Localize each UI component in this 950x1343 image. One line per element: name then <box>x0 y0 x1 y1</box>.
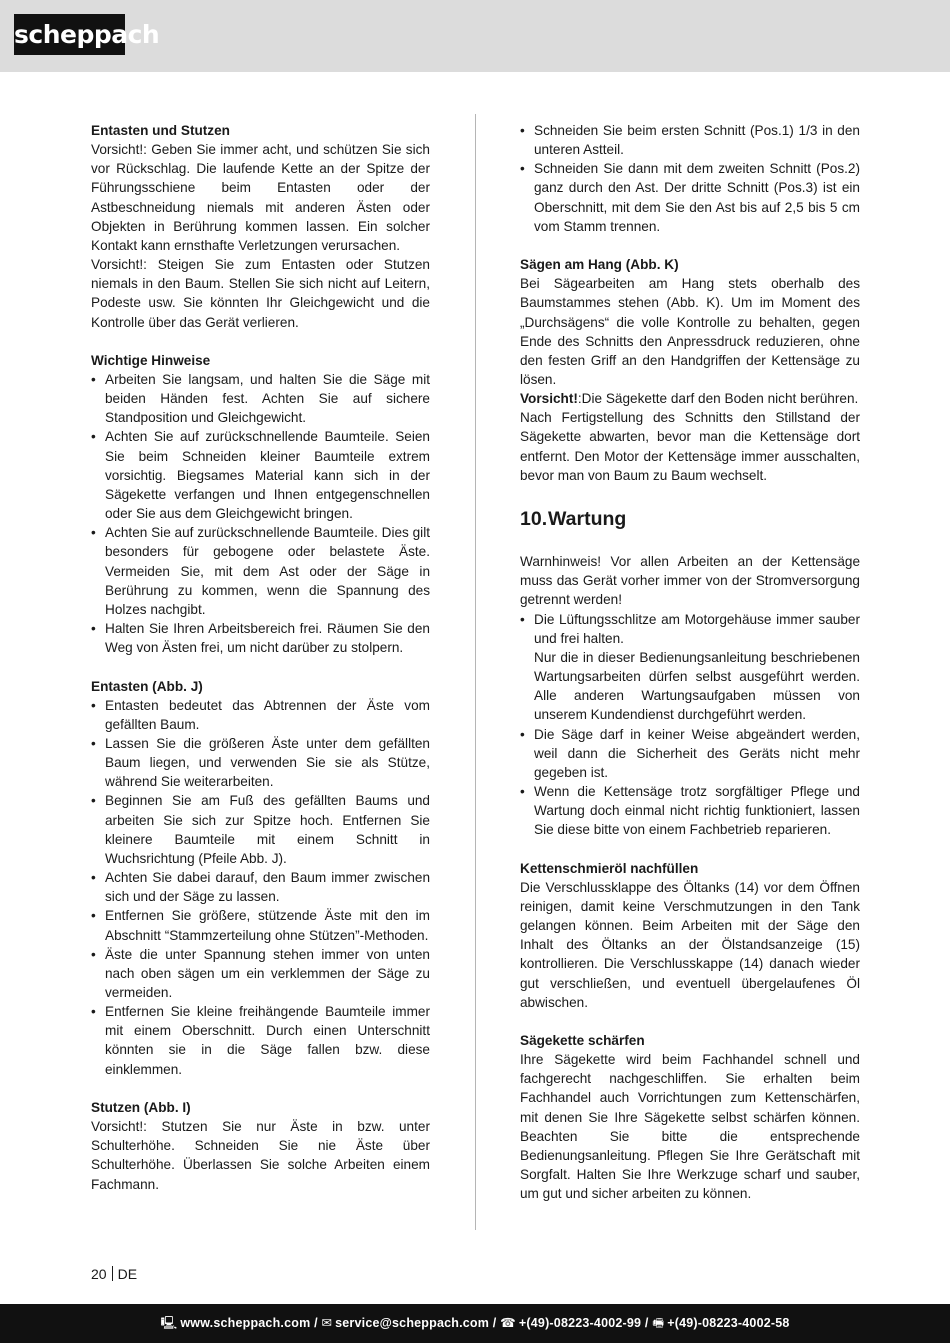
list-item: • Achten Sie dabei darauf, den Baum immer zwischen sich und der Säge zu lassen. <box>91 868 430 906</box>
section-saegen-am-hang <box>520 255 860 485</box>
list-item-subtext: Nur die in dieser Bedienungsanleitung beschriebenen Wartungsarbeiten dürfen selbst ausgeführt werden. Alle anderen Wartungsaufgaben müssen von unserem Kundendienst durchgeführt werden. <box>534 649 860 723</box>
section-entasten-stutzen <box>91 121 430 332</box>
list-item: • Lassen Sie die größeren Äste unter dem gefällten Baum liegen, und verwenden Sie sie als Stütze, während Sie weiterarbeiten. <box>91 734 430 791</box>
page-number <box>91 1265 137 1283</box>
chapter-title: Wartung <box>548 508 627 531</box>
section-wichtige-hinweise <box>91 351 430 658</box>
page-number-separator <box>112 1266 113 1281</box>
warning-text: :Die Sägekette darf den Boden nicht berühren. <box>577 391 859 407</box>
footer-fax: +(49)-08223-4002-58 <box>667 1316 790 1330</box>
section-heading: Entasten (Abb. J) <box>91 678 203 694</box>
section-saegekette-schaerfen <box>520 1031 860 1203</box>
paragraph: Vorsicht!: Steigen Sie zum Entasten oder Stutzen niemals in den Baum. Stellen Sie sich nicht auf Leitern, Podeste usw. Sie könnten Ihr Gleichgewicht und die Kontrolle über das Gerät verlieren. <box>91 257 430 330</box>
left-column <box>91 121 430 1194</box>
section-schnitt-liste <box>520 121 860 236</box>
list-item: • Entfernen Sie kleine freihängende Baumteile immer mit einem Oberschnitt. Durch einen Unterschnitt könnten sie in die Säge fallen bzw. diese einklemmen. <box>91 1002 430 1079</box>
footer-bar <box>0 1304 950 1343</box>
fax-icon: 🖷 <box>652 1316 665 1330</box>
computer-icon: 🖳 <box>160 1316 178 1330</box>
list-item: • Arbeiten Sie langsam, und halten Sie die Säge mit beiden Händen fest. Achten Sie auf sichere Standposition und Gleichgewicht. <box>91 370 430 427</box>
paragraph: Warnhinweis! Vor allen Arbeiten an der Kettensäge muss das Gerät vorher immer von der Stromversorgung getrennt werden! <box>520 554 860 608</box>
paragraph: Vorsicht!: Stutzen Sie nur Äste in bzw. unter Schulterhöhe. Schneiden Sie nie Äste über Schulterhöhe. Überlassen Sie solche Arbeiten einem Fachmann. <box>91 1119 430 1192</box>
section-heading: Sägekette schärfen <box>520 1032 645 1048</box>
list-item <box>520 610 860 725</box>
bullet-list <box>91 696 430 1079</box>
header-bar <box>0 0 950 72</box>
section-heading: Wichtige Hinweise <box>91 352 211 368</box>
list-item: • Achten Sie auf zurückschnellende Baumteile. Dies gilt besonders für gebogene oder belastete Äste. Vermeiden Sie, mit dem Ast oder der Säge in Berührung zu kommen, wenn die Spannung des Holzes nachgibt. <box>91 523 430 619</box>
list-item: • Halten Sie Ihren Arbeitsbereich frei. Räumen Sie den Weg von Ästen frei, um nicht darüber zu stolpern. <box>91 619 430 657</box>
bullet-list <box>91 370 430 657</box>
section-kettenschmieroel <box>520 859 860 1012</box>
section-heading: Entasten und Stutzen <box>91 123 230 138</box>
list-item: • Wenn die Kettensäge trotz sorgfältiger Pflege und Wartung doch einmal nicht richtig funktioniert, lassen Sie diese bitte von einem Fachbetrieb reparieren. <box>520 782 860 839</box>
section-heading: Stutzen (Abb. I) <box>91 1099 191 1115</box>
section-stutzen <box>91 1098 430 1194</box>
list-item: • Schneiden Sie dann mit dem zweiten Schnitt (Pos.2) ganz durch den Ast. Der dritte Schnitt (Pos.3) ist ein Oberschnitt, mit dem Sie den Ast bis auf 2,5 bis 5 cm vom Stamm trennen. <box>520 159 860 236</box>
list-item: • Entasten bedeutet das Abtrennen der Äste vom gefällten Baum. <box>91 696 430 734</box>
list-item-text: • Die Lüftungsschlitze am Motorgehäuse immer sauber und frei halten. <box>534 611 860 646</box>
section-wartung <box>520 552 860 839</box>
bullet-list <box>520 610 860 840</box>
right-column <box>520 121 860 1203</box>
list-item: • Achten Sie auf zurückschnellende Baumteile. Seien Sie beim Schneiden kleiner Baumteile extrem vorsichtig. Biegsames Material kann sich in der Sägekette verfangen und Ihnen entgegenschnellen oder Sie aus dem Gleichgewicht bringen. <box>91 427 430 523</box>
paragraph: Ihre Sägekette wird beim Fachhandel schnell und fachgerecht nachgeschliffen. Sie erhalten beim Fachhandel auch Vorrichtungen zum Kettenschärfen, mit denen Sie Ihre Sägekette selbst schärfen können. Beachten Sie bitte die entsprechende Bedienungsanleitung. Pflegen Sie Ihre Gerätschaft mit Sorgfalt. Halten Sie Ihre Werkzuge scharf und sauber, um gut und sicher arbeiten zu können. <box>520 1052 860 1202</box>
phone-icon: ☎ <box>500 1316 516 1330</box>
footer-separator: / <box>489 1316 501 1330</box>
paragraph: Vorsicht!: Geben Sie immer acht, und schützen Sie sich vor Rückschlag. Die laufende Kette an der Spitze der Führungsschiene beim Entasten oder der Astbeschneidung niemals mit anderen Ästen oder Objekten in Berührung kommen lassen. Ein solcher Kontakt kann ernsthafte Verletzungen verursachen. <box>91 142 430 253</box>
mail-icon: ✉ <box>321 1316 333 1330</box>
footer-separator: / <box>641 1316 653 1330</box>
list-item: • Entfernen Sie größere, stützende Äste mit den im Abschnitt “Stammzerteilung ohne Stützen”-Methoden. <box>91 906 430 944</box>
paragraph: Bei Sägearbeiten am Hang stets oberhalb des Baumstammes stehen (Abb. K). Um im Moment des „Durchsägens“ die volle Kontrolle zu behalten, gegen Ende des Schnitts den Anpressdruck reduzieren, ohne den festen Griff an den Handgriffen der Kettensäge zu lösen. <box>520 276 860 388</box>
section-heading: Kettenschmieröl nachfüllen <box>520 860 699 876</box>
list-item: • Beginnen Sie am Fuß des gefällten Baums und arbeiten Sie sich zur Spitze hoch. Entfernen Sie kleinere Baumteile mit einem Schnitt in Wuchsrichtung (Pfeile Abb. J). <box>91 791 430 868</box>
list-item: • Die Säge darf in keiner Weise abgeändert werden, weil dann die Sicherheit des Geräts nicht mehr gegeben ist. <box>520 725 860 782</box>
list-item: • Äste die unter Spannung stehen immer von unten nach oben sägen um ein verklemmen der Säge zu vermeiden. <box>91 945 430 1002</box>
chapter-heading <box>520 504 860 534</box>
section-heading: Sägen am Hang (Abb. K) <box>520 257 679 273</box>
list-item: • Schneiden Sie beim ersten Schnitt (Pos.1) 1/3 in den unteren Astteil. <box>520 121 860 159</box>
footer-separator: / <box>310 1316 322 1330</box>
paragraph: Nach Fertigstellung des Schnitts den Stillstand der Sägekette abwarten, bevor man die Kettensäge dort entfernt. Den Motor der Kettensäge immer ausschalten, bevor man von Baum zu Baum wechselt. <box>520 410 860 483</box>
paragraph <box>520 389 860 408</box>
footer-phone[interactable]: +(49)-08223-4002-99 <box>518 1316 642 1330</box>
footer-email[interactable]: service@scheppach.com <box>335 1316 490 1330</box>
section-entasten <box>91 677 430 1079</box>
scheppach-logo: scheppach <box>14 14 125 55</box>
bullet-list <box>520 121 860 236</box>
column-divider <box>475 114 476 1230</box>
paragraph: Die Verschlussklappe des Öltanks (14) vor dem Öffnen reinigen, damit keine Verschmutzungen in den Tank gelangen können. Beim Arbeiten mit der Säge den Inhalt des Öltanks an der Ölstandsanzeige (15) kontrollieren. Die Verschlusskappe (14) danach wieder gut verschließen, und eventuell übergelaufenes Öl abwischen. <box>520 879 860 1010</box>
warning-label: Vorsicht! <box>520 391 578 407</box>
page-number-value: 20 <box>91 1266 107 1282</box>
chapter-number: 10. <box>520 508 548 531</box>
footer-website[interactable]: www.scheppach.com <box>180 1316 311 1330</box>
page-language: DE <box>117 1266 138 1282</box>
